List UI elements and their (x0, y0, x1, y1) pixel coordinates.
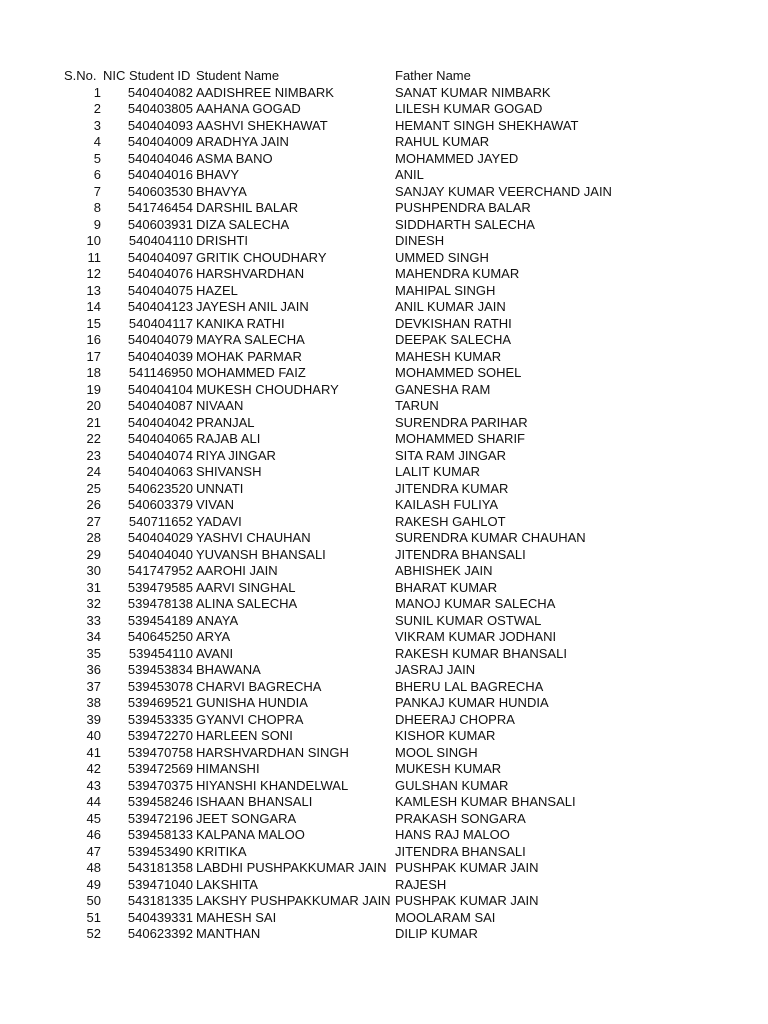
cell-father-name: LILESH KUMAR GOGAD (395, 101, 543, 116)
cell-sno: 16 (86, 332, 101, 347)
cell-sno: 7 (93, 183, 101, 199)
cell-student-name: AAHANA GOGAD (196, 101, 301, 116)
table-row (0, 382, 768, 399)
cell-sno: 14 (86, 299, 101, 314)
cell-student-id: 539479585 (127, 579, 193, 595)
table-row (0, 464, 768, 481)
table-row (0, 778, 768, 795)
cell-sno: 37 (86, 678, 101, 694)
cell-student-name: KRITIKA (196, 843, 247, 859)
cell-sno: 11 (87, 249, 101, 265)
table-row (0, 415, 768, 432)
cell-father-name: ANIL (395, 167, 424, 182)
header-father-name: Father Name (395, 68, 471, 83)
cell-sno: 51 (86, 909, 101, 925)
table-row (0, 596, 768, 613)
cell-student-id: 539470758 (127, 744, 193, 760)
cell-sno: 18 (86, 365, 101, 380)
cell-student-id: 541146950 (128, 365, 193, 380)
table-row (0, 332, 768, 349)
cell-father-name: MOOLARAM SAI (395, 909, 496, 925)
cell-father-name: KAMLESH KUMAR BHANSALI (395, 794, 576, 809)
cell-student-id: 540404093 (127, 117, 193, 133)
cell-student-id: 539454110 (128, 645, 193, 661)
cell-student-name: DRISHTI (196, 233, 248, 248)
cell-father-name: PRAKASH SONGARA (395, 810, 526, 826)
table-row (0, 431, 768, 448)
cell-father-name: SURENDRA KUMAR CHAUHAN (395, 530, 586, 545)
cell-student-name: VIVAN (196, 497, 235, 512)
cell-student-id: 540603379 (127, 497, 193, 512)
table-row (0, 316, 768, 333)
cell-student-id: 540404082 (127, 84, 193, 100)
table-row (0, 250, 768, 267)
table-row (0, 745, 768, 762)
cell-student-name: MUKESH CHOUDHARY (196, 381, 339, 397)
cell-father-name: RAKESH KUMAR BHANSALI (395, 645, 567, 661)
table-body (0, 85, 768, 943)
cell-student-name: UNNATI (196, 480, 244, 496)
cell-student-name: YADAVI (196, 513, 242, 529)
cell-student-id: 540404042 (127, 414, 193, 430)
cell-sno: 26 (86, 497, 101, 512)
cell-father-name: SIDDHARTH SALECHA (395, 216, 535, 232)
student-table (0, 68, 768, 943)
cell-sno: 8 (93, 200, 101, 215)
table-row (0, 233, 768, 250)
cell-student-id: 540404039 (127, 348, 193, 364)
cell-student-id: 541747952 (127, 563, 193, 578)
cell-sno: 21 (86, 414, 101, 430)
cell-student-name: LAKSHY PUSHPAKKUMAR JAIN (196, 893, 391, 908)
cell-sno: 13 (86, 282, 101, 298)
cell-sno: 10 (86, 233, 101, 248)
cell-student-name: AVANI (196, 645, 234, 661)
cell-father-name: RAKESH GAHLOT (395, 513, 506, 529)
cell-sno: 5 (93, 150, 101, 166)
cell-father-name: PUSHPENDRA BALAR (395, 200, 531, 215)
cell-student-id: 539478138 (127, 596, 193, 611)
cell-father-name: SANAT KUMAR NIMBARK (395, 84, 551, 100)
table-row (0, 794, 768, 811)
header-student-id: NIC Student ID (103, 68, 191, 83)
cell-father-name: PUSHPAK KUMAR JAIN (395, 860, 539, 875)
cell-student-name: HAZEL (196, 282, 238, 298)
cell-father-name: BHARAT KUMAR (395, 579, 498, 595)
cell-student-id: 543181335 (127, 893, 193, 908)
cell-student-id: 539472569 (127, 761, 193, 776)
cell-father-name: JITENDRA BHANSALI (395, 546, 526, 562)
cell-sno: 1 (93, 84, 101, 100)
cell-student-id: 540404110 (128, 233, 193, 248)
cell-student-name: ALINA SALECHA (196, 596, 298, 611)
cell-student-name: HIMANSHI (196, 761, 260, 776)
cell-student-name: HIYANSHI KHANDELWAL (196, 777, 349, 793)
cell-sno: 50 (86, 893, 101, 908)
cell-student-name: BHAWANA (196, 662, 261, 677)
table-row (0, 530, 768, 547)
cell-sno: 24 (86, 464, 101, 479)
cell-sno: 28 (86, 530, 101, 545)
cell-father-name: SUNIL KUMAR OSTWAL (395, 612, 542, 628)
cell-student-id: 539454189 (127, 612, 193, 628)
cell-sno: 31 (86, 579, 101, 595)
table-row (0, 481, 768, 498)
cell-student-name: LAKSHITA (196, 876, 258, 892)
cell-sno: 30 (86, 563, 101, 578)
cell-father-name: VIKRAM KUMAR JODHANI (395, 629, 557, 644)
table-row (0, 712, 768, 729)
cell-student-name: KANIKA RATHI (196, 315, 285, 331)
cell-student-id: 539470375 (127, 777, 193, 793)
cell-sno: 52 (86, 926, 101, 941)
cell-father-name: MOHAMMED JAYED (395, 150, 519, 166)
cell-student-name: CHARVI BAGRECHA (196, 678, 322, 694)
cell-student-id: 540404087 (127, 398, 193, 413)
cell-student-name: RAJAB ALI (196, 431, 261, 446)
cell-father-name: SURENDRA PARIHAR (395, 414, 528, 430)
cell-sno: 42 (86, 761, 101, 776)
table-row (0, 728, 768, 745)
cell-student-name: DIZA SALECHA (196, 216, 290, 232)
table-row (0, 514, 768, 531)
cell-student-name: GUNISHA HUNDIA (196, 695, 308, 710)
cell-father-name: MAHENDRA KUMAR (395, 266, 520, 281)
cell-student-id: 540404079 (127, 332, 193, 347)
table-row (0, 811, 768, 828)
cell-student-name: LABDHI PUSHPAKKUMAR JAIN (196, 860, 387, 875)
cell-sno: 29 (86, 546, 101, 562)
cell-student-id: 539471040 (127, 876, 193, 892)
cell-father-name: MUKESH KUMAR (395, 761, 502, 776)
cell-father-name: HEMANT SINGH SHEKHAWAT (395, 117, 579, 133)
cell-student-name: GRITIK CHOUDHARY (196, 249, 327, 265)
cell-father-name: ABHISHEK JAIN (395, 563, 493, 578)
cell-father-name: MOOL SINGH (395, 744, 478, 760)
cell-student-id: 539453078 (127, 678, 193, 694)
cell-student-id: 540404065 (127, 431, 193, 446)
cell-father-name: JITENDRA KUMAR (395, 480, 509, 496)
cell-student-name: MAYRA SALECHA (196, 332, 305, 347)
cell-father-name: DEEPAK SALECHA (395, 332, 512, 347)
table-row (0, 646, 768, 663)
cell-sno: 15 (86, 315, 101, 331)
table-row (0, 448, 768, 465)
cell-father-name: UMMED SINGH (395, 249, 489, 265)
cell-student-name: GYANVI CHOPRA (196, 711, 304, 727)
cell-student-name: MAHESH SAI (196, 909, 277, 925)
table-row (0, 547, 768, 564)
cell-student-name: AADISHREE NIMBARK (196, 84, 334, 100)
cell-student-id: 540603530 (127, 183, 193, 199)
cell-student-name: AAROHI JAIN (196, 563, 278, 578)
cell-sno: 20 (86, 398, 101, 413)
cell-student-name: HARLEEN SONI (196, 728, 293, 743)
cell-father-name: RAHUL KUMAR (395, 134, 490, 149)
cell-father-name: MAHIPAL SINGH (395, 282, 496, 298)
cell-sno: 2 (93, 101, 101, 116)
cell-student-id: 540404117 (128, 315, 193, 331)
cell-student-id: 540439331 (127, 909, 193, 925)
cell-father-name: PANKAJ KUMAR HUNDIA (395, 695, 549, 710)
table-row (0, 844, 768, 861)
cell-student-id: 540404075 (127, 282, 193, 298)
cell-student-name: KALPANA MALOO (196, 827, 305, 842)
cell-student-id: 539458133 (127, 827, 193, 842)
cell-student-id: 540404046 (127, 150, 193, 166)
cell-student-name: YUVANSH BHANSALI (196, 546, 326, 562)
cell-student-name: ANAYA (196, 612, 239, 628)
cell-student-id: 540404029 (127, 530, 193, 545)
cell-student-id: 540403805 (127, 101, 193, 116)
cell-sno: 3 (93, 117, 101, 133)
table-header-row (0, 68, 768, 85)
cell-student-name: RIYA JINGAR (196, 447, 276, 463)
table-row (0, 580, 768, 597)
table-row (0, 134, 768, 151)
cell-student-name: BHAVY (196, 167, 240, 182)
table-row (0, 167, 768, 184)
cell-sno: 49 (86, 876, 101, 892)
table-row (0, 893, 768, 910)
header-student-name: Student Name (196, 68, 280, 83)
cell-student-id: 540404063 (127, 464, 193, 479)
cell-sno: 46 (86, 827, 101, 842)
cell-student-name: MOHAMMED FAIZ (196, 365, 306, 380)
cell-father-name: DINESH (395, 233, 445, 248)
cell-student-id: 539458246 (127, 794, 193, 809)
cell-sno: 38 (86, 695, 101, 710)
cell-sno: 44 (86, 794, 101, 809)
cell-father-name: MOHAMMED SOHEL (395, 365, 522, 380)
table-row (0, 349, 768, 366)
cell-father-name: SITA RAM JINGAR (395, 447, 506, 463)
cell-student-id: 539453834 (127, 662, 193, 677)
table-row (0, 926, 768, 943)
table-row (0, 497, 768, 514)
table-row (0, 613, 768, 630)
table-row (0, 266, 768, 283)
cell-sno: 41 (86, 744, 101, 760)
table-row (0, 217, 768, 234)
cell-father-name: GANESHA RAM (395, 381, 491, 397)
table-row (0, 629, 768, 646)
cell-student-id: 540623520 (127, 480, 193, 496)
cell-father-name: MAHESH KUMAR (395, 348, 502, 364)
cell-student-name: JAYESH ANIL JAIN (196, 299, 309, 314)
table-row (0, 761, 768, 778)
cell-student-name: ARADHYA JAIN (196, 134, 289, 149)
cell-father-name: KAILASH FULIYA (395, 497, 499, 512)
cell-student-id: 540404016 (127, 167, 193, 182)
cell-student-name: ISHAAN BHANSALI (196, 794, 313, 809)
cell-father-name: ANIL KUMAR JAIN (395, 299, 506, 314)
cell-student-id: 540404040 (127, 546, 193, 562)
cell-sno: 17 (86, 348, 101, 364)
cell-father-name: KISHOR KUMAR (395, 728, 496, 743)
cell-sno: 43 (86, 777, 101, 793)
cell-father-name: TARUN (395, 398, 439, 413)
cell-student-id: 540404009 (127, 134, 193, 149)
cell-sno: 40 (86, 728, 101, 743)
table-row (0, 877, 768, 894)
cell-sno: 34 (86, 629, 101, 644)
cell-student-id: 540711652 (128, 513, 193, 529)
cell-father-name: JASRAJ JAIN (395, 662, 476, 677)
cell-father-name: SANJAY KUMAR VEERCHAND JAIN (395, 183, 612, 199)
cell-father-name: DILIP KUMAR (395, 926, 478, 941)
cell-sno: 25 (86, 480, 101, 496)
cell-student-id: 540404123 (127, 299, 193, 314)
cell-student-name: SHIVANSH (196, 464, 262, 479)
cell-sno: 12 (86, 266, 101, 281)
cell-sno: 36 (86, 662, 101, 677)
cell-father-name: JITENDRA BHANSALI (395, 843, 526, 859)
cell-father-name: HANS RAJ MALOO (395, 827, 510, 842)
cell-student-id: 541746454 (127, 200, 193, 215)
cell-sno: 33 (86, 612, 101, 628)
cell-sno: 48 (86, 860, 101, 875)
cell-father-name: DHEERAJ CHOPRA (395, 711, 515, 727)
table-row (0, 910, 768, 927)
cell-sno: 35 (86, 645, 101, 661)
cell-student-id: 539472270 (127, 728, 193, 743)
cell-father-name: BHERU LAL BAGRECHA (395, 678, 544, 694)
table-row (0, 365, 768, 382)
cell-student-name: JEET SONGARA (196, 810, 297, 826)
cell-student-id: 543181358 (127, 860, 193, 875)
cell-student-name: DARSHIL BALAR (196, 200, 299, 215)
table-row (0, 151, 768, 168)
cell-student-id: 540404074 (127, 447, 193, 463)
cell-father-name: MANOJ KUMAR SALECHA (395, 596, 556, 611)
cell-student-id: 539469521 (127, 695, 193, 710)
cell-sno: 9 (93, 216, 101, 232)
cell-student-name: YASHVI CHAUHAN (196, 530, 311, 545)
cell-father-name: DEVKISHAN RATHI (395, 315, 512, 331)
table-row (0, 283, 768, 300)
table-row (0, 118, 768, 135)
cell-sno: 47 (86, 843, 101, 859)
cell-sno: 27 (86, 513, 101, 529)
cell-sno: 23 (86, 447, 101, 463)
cell-student-name: MANTHAN (196, 926, 261, 941)
cell-sno: 32 (86, 596, 101, 611)
table-row (0, 695, 768, 712)
cell-student-name: NIVAAN (196, 398, 244, 413)
table-row (0, 200, 768, 217)
cell-student-id: 539453490 (127, 843, 193, 859)
cell-student-name: AARVI SINGHAL (196, 579, 296, 595)
table-row (0, 679, 768, 696)
cell-father-name: RAJESH (395, 876, 447, 892)
cell-sno: 22 (86, 431, 101, 446)
cell-student-name: ASMA BANO (196, 150, 273, 166)
cell-sno: 6 (93, 167, 101, 182)
cell-student-id: 540623392 (127, 926, 193, 941)
cell-student-id: 540603931 (127, 216, 193, 232)
cell-student-name: BHAVYA (196, 183, 247, 199)
table-row (0, 85, 768, 102)
table-row (0, 101, 768, 118)
cell-student-id: 540404076 (127, 266, 193, 281)
cell-student-name: AASHVI SHEKHAWAT (196, 117, 328, 133)
cell-father-name: MOHAMMED SHARIF (395, 431, 525, 446)
cell-sno: 19 (86, 381, 101, 397)
table-row (0, 563, 768, 580)
table-row (0, 184, 768, 201)
table-row (0, 662, 768, 679)
cell-student-name: ARYA (196, 629, 231, 644)
table-row (0, 398, 768, 415)
cell-student-name: HARSHVARDHAN SINGH (196, 744, 349, 760)
table-row (0, 860, 768, 877)
cell-father-name: PUSHPAK KUMAR JAIN (395, 893, 539, 908)
cell-sno: 45 (86, 810, 101, 826)
cell-sno: 39 (86, 711, 101, 727)
cell-student-name: HARSHVARDHAN (196, 266, 305, 281)
table-row (0, 827, 768, 844)
cell-student-name: PRANJAL (196, 414, 255, 430)
cell-student-id: 540404097 (127, 249, 193, 265)
cell-father-name: LALIT KUMAR (395, 464, 481, 479)
cell-sno: 4 (93, 134, 101, 149)
cell-student-name: MOHAK PARMAR (196, 348, 302, 364)
cell-father-name: GULSHAN KUMAR (395, 777, 509, 793)
cell-student-id: 539472196 (127, 810, 193, 826)
cell-student-id: 540404104 (127, 381, 193, 397)
table-row (0, 299, 768, 316)
cell-student-id: 540645250 (127, 629, 193, 644)
cell-student-id: 539453335 (127, 711, 193, 727)
header-sno: S.No. (64, 68, 97, 83)
